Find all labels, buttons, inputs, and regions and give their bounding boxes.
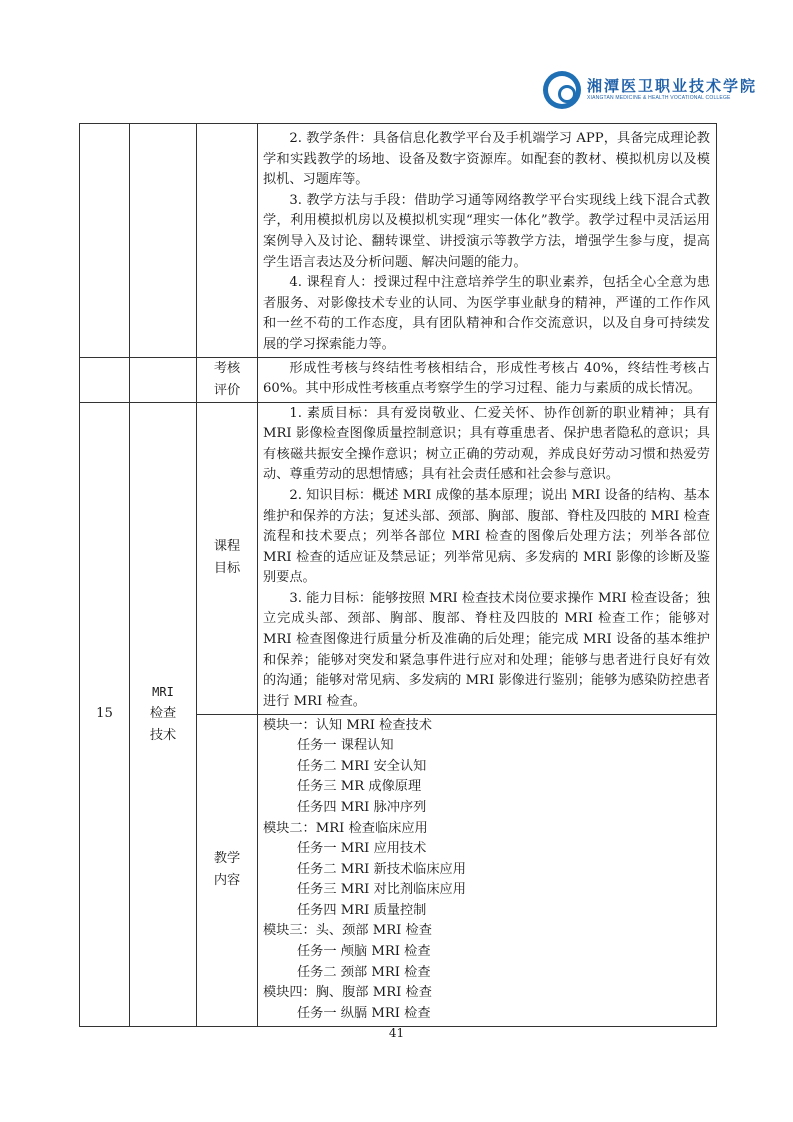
task-item: 任务三 MR 成像原理: [297, 779, 422, 795]
objectives-cell: [258, 402, 717, 714]
knowledge-objective: 2. 知识目标：概述 MRI 成像的基本原理；说出 MRI 设备的结构、基本维护和保养的方法；复述头部、颈部、胸部、腹部、脊柱及四肢的 MRI 检查流程和技术要点；列举各部位 MRI 检查的图像后处理方法；列举各部位 MRI 检查的适应证及禁忌证；列举常见病、多发病的 MRI 影像的诊断及鉴别要点。: [263, 487, 710, 586]
college-emblem-icon: [543, 71, 581, 109]
task-item: 任务一 MRI 应用技术: [297, 841, 427, 857]
teaching-requirements-cell: [258, 124, 717, 358]
college-name-cn: 湘潭医卫职业技术学院: [587, 77, 758, 95]
page-number: 41: [388, 1026, 405, 1040]
task-item: 任务四 MRI 脉冲序列: [297, 799, 427, 815]
task-item: 任务四 MRI 质量控制: [297, 902, 427, 918]
teaching-content-cell: [258, 714, 717, 1026]
course-name: MRI 检查 技术: [130, 402, 197, 1026]
task-item: 任务三 MRI 对比剂临床应用: [297, 882, 466, 898]
cell-number-empty: [80, 124, 130, 358]
teaching-condition-paragraph: 2. 教学条件：具备信息化教学平台及手机端学习 APP，具备完成理论教学和实践教学的场地、设备及数字资源库。如配套的教材、模拟机房以及模拟机、习题库等。: [263, 131, 710, 188]
task-item: 任务二 颈部 MRI 检查: [297, 964, 431, 980]
task-item: 任务一 纵膈 MRI 检查: [297, 1005, 431, 1021]
course-education-paragraph: 4. 课程育人：授课过程中注意培养学生的职业素养，包括全心全意为患者服务、对影像技术专业的认同、为医学事业献身的精神，严谨的工作作风和一丝不苟的工作态度，具有团队精神和合作交流意识，以及自身可持续发展的学习探索能力等。: [263, 275, 710, 352]
course-table: [79, 123, 717, 1027]
task-item: 任务一 课程认知: [297, 738, 394, 754]
cell-number-empty: [80, 357, 130, 402]
objectives-label: 课程 目标: [197, 402, 258, 714]
assessment-text-cell: [258, 357, 717, 402]
assessment-text: 形成性考核与终结性考核相结合，形成性考核占 40%，终结性考核占 60%。其中形成性考核重点考察学生的学习过程、能力与素质的成长情况。: [263, 360, 710, 397]
quality-objective: 1. 素质目标：具有爱岗敬业、仁爱关怀、协作创新的职业精神；具有 MRI 影像检查图像质量控制意识；具有尊重患者、保护患者隐私的意识；具有核磁共振安全操作意识；树立正确的劳动观，养成良好劳动习惯和热爱劳动、尊重劳动的思想情感；具有社会责任感和社会参与意识。: [263, 405, 710, 483]
cell-name-empty: [130, 124, 197, 358]
module-item: 模块四：胸、腹部 MRI 检查: [263, 985, 432, 1001]
task-item: 任务一 颅脑 MRI 检查: [297, 944, 431, 960]
cell-name-empty: [130, 357, 197, 402]
teaching-method-paragraph: 3. 教学方法与手段：借助学习通等网络教学平台实现线上线下混合式教学，利用模拟机房以及模拟机实现“理实一体化”教学。教学过程中灵活运用案例导入及讨论、翻转课堂、讲授演示等教学方法，增强学生参与度，提高学生语言表达及分析问题、解决问题的能力。: [263, 192, 710, 270]
module-item: 模块二：MRI 检查临床应用: [263, 820, 428, 836]
task-item: 任务二 MRI 新技术临床应用: [297, 861, 466, 877]
course-number: 15: [80, 402, 130, 1026]
cell-label-empty: [197, 124, 258, 358]
table-row-assessment: [80, 357, 717, 402]
table-row-course-objectives: [80, 402, 717, 714]
college-logo: [543, 70, 757, 110]
module-item: 模块三：头、颈部 MRI 检查: [263, 923, 432, 939]
ability-objective: 3. 能力目标：能够按照 MRI 检查技术岗位要求操作 MRI 检查设备；独立完成头部、颈部、胸部、腹部、脊柱及四肢的 MRI 检查工作；能够对 MRI 检查图像进行质量分析及准确的后处理；能完成 MRI 设备的基本维护和保养；能够对突发和紧急事件进行应对和处理；能够与患者进行良好有效的沟通；能够对常见病、多发病的 MRI 影像进行鉴别；能够为感染防控患者进行 MRI 检查。: [263, 590, 710, 709]
table-row-continued-teaching: [80, 124, 717, 358]
task-item: 任务二 MRI 安全认知: [297, 758, 427, 774]
college-name-en: XIANGTAN MEDICINE & HEALTH VOCATIONAL COLLEGE: [587, 95, 731, 101]
module-item: 模块一：认知 MRI 检查技术: [263, 717, 432, 733]
content-label: 教学 内容: [197, 714, 258, 1026]
assessment-label: 考核 评价: [197, 357, 258, 402]
